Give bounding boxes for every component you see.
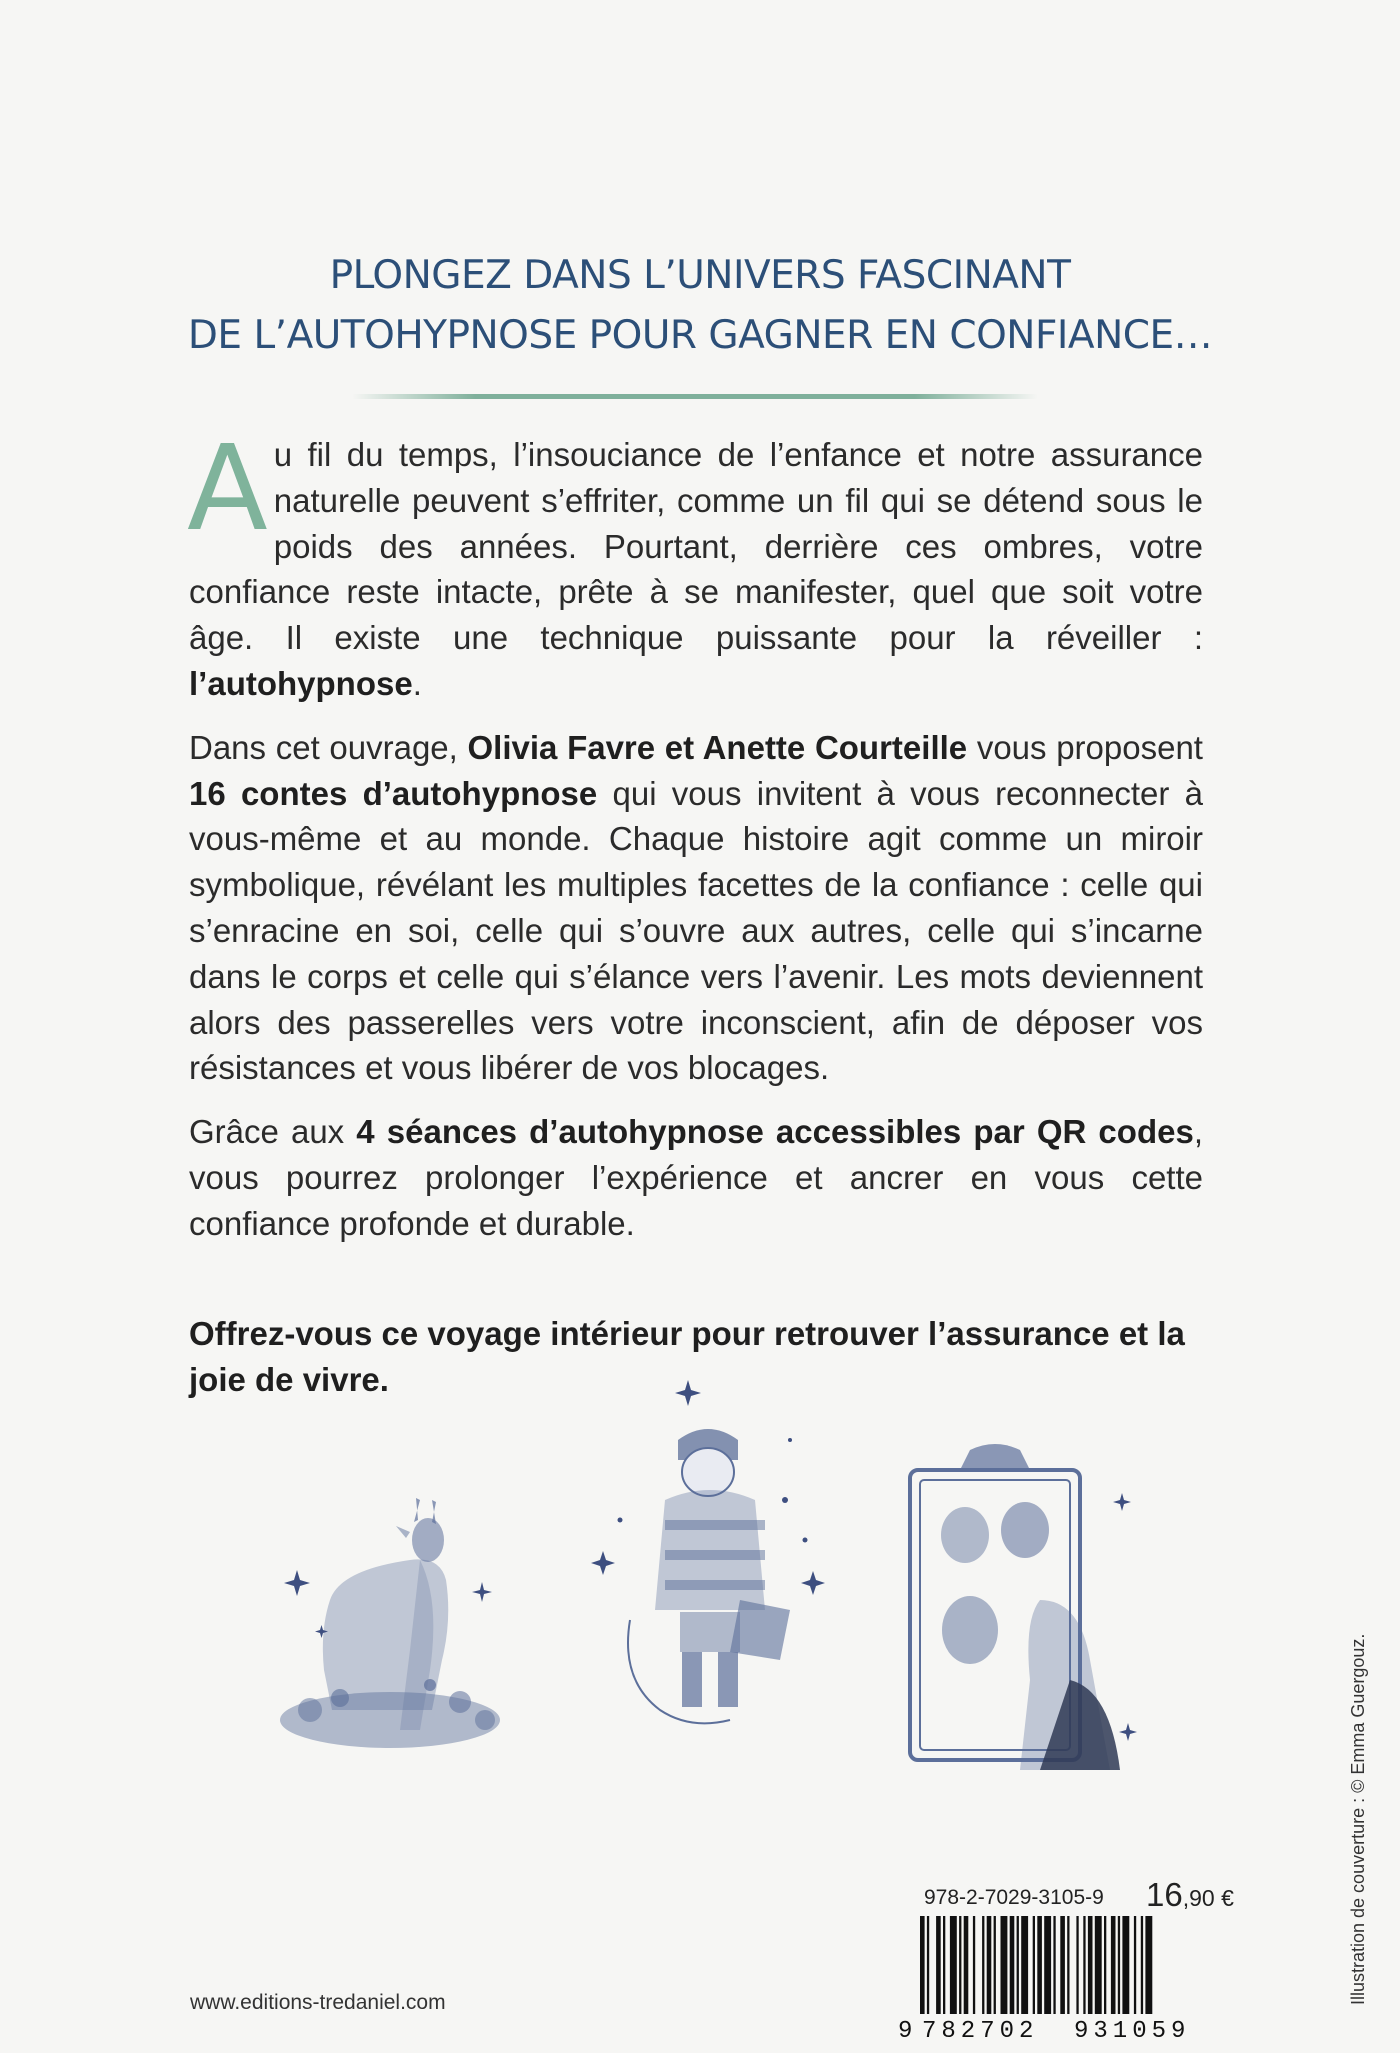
deer-illustration <box>270 1470 510 1750</box>
barcode-bar <box>1001 1916 1008 2014</box>
intro-highlight: l’autohypnose <box>189 664 413 702</box>
credit-text: Illustration de couverture : © Emma Guergouz. <box>1348 1633 1368 2005</box>
mirror-illustration <box>890 1440 1140 1770</box>
authors-text-3: qui vous invitent à vous reconnecter à vous-même et au monde. Chaque histoire agit comme un miroir symbolique, révélant les multiples facettes de la confiance : celle qui s’enracine en soi, celle qui s’ouvre aux autres, celle qui s’incarne dans le corps et celle qui s’élance vers l’avenir. Les mots deviennent alors des passerelles vers votre inconscient, afin de déposer vos résistances et vous libérer de vos blocages. <box>189 774 1203 1087</box>
barcode-bar <box>943 1916 945 2014</box>
barcode-bar <box>973 1916 975 2014</box>
barcode-bar <box>987 1916 992 2014</box>
barcode-bar <box>1095 1916 1102 2014</box>
barcode-bar <box>1010 1916 1015 2014</box>
barcode-bar <box>936 1916 941 2014</box>
barcode-bar <box>1141 1916 1143 2014</box>
barcode-bar <box>1088 1916 1093 2014</box>
isbn-number: 978-2-7029-3105-9 <box>924 1886 1104 1909</box>
seances-text-1: Grâce aux <box>189 1113 357 1151</box>
barcode-bars <box>920 1916 1152 2014</box>
closing-sentence: Offrez-vous ce voyage intérieur pour retrouver l’assurance et la joie de vivre. <box>189 1315 1185 1398</box>
price-integer: 16 <box>1146 1876 1183 1913</box>
paragraph-authors <box>189 725 1203 1091</box>
barcode-bar <box>1134 1916 1136 2014</box>
barcode-digits-group-1: 782702 <box>922 2018 1039 2041</box>
barcode-bar <box>994 1916 996 2014</box>
barcode-bar <box>1104 1916 1106 2014</box>
barcode-bar <box>1053 1916 1055 2014</box>
decorative-divider <box>352 394 1038 399</box>
intro-text: u fil du temps, l’insouciance de l’enfance et notre assurance naturelle peuvent s’effriter, comme un fil qui se détend sous le poids des années. Pourtant, derrière ces ombres, votre confiance reste intacte, prête à se manifester, quel que soit votre âge. Il existe une technique puissante pour la réveiller : <box>189 436 1203 657</box>
seances-highlight: 4 séances d’autohypnose accessibles par QR codes <box>356 1113 1194 1151</box>
authors-text-1: Dans cet ouvrage, <box>189 728 468 766</box>
intro-end: . <box>412 664 422 702</box>
barcode-bar <box>1037 1916 1042 2014</box>
barcode-bar <box>1111 1916 1116 2014</box>
barcode-bar <box>1060 1916 1065 2014</box>
paragraph-intro <box>187 419 1203 707</box>
authors-text-2: vous proposent <box>967 728 1203 766</box>
headline-line-1: PLONGEZ DANS L’UNIVERS FASCINANT <box>329 253 1071 298</box>
paragraph-seances <box>189 1109 1203 1246</box>
barcode-bar <box>982 1916 984 2014</box>
contes-count: 16 contes d’autohypnose <box>189 774 598 812</box>
barcode-bar <box>1076 1916 1078 2014</box>
barcode-bar <box>1145 1916 1152 2014</box>
barcode-bar <box>1083 1916 1085 2014</box>
barcode-bar <box>950 1916 957 2014</box>
cover-illustration-credit <box>1348 1505 1366 2005</box>
barcode <box>898 1916 1233 2041</box>
barcode-digit-first: 9 <box>898 2018 913 2041</box>
drop-cap: A <box>187 419 268 557</box>
price-decimal: ,90 € <box>1182 1885 1234 1911</box>
barcode-bar <box>964 1916 969 2014</box>
barcode-bar <box>1122 1916 1129 2014</box>
barcode-bar <box>1044 1916 1051 2014</box>
barcode-digits-group-2: 931059 <box>1074 2018 1191 2041</box>
barcode-bar <box>1017 1916 1019 2014</box>
authors-names: Olivia Favre et Anette Courteille <box>467 728 968 766</box>
price <box>1146 1876 1234 1914</box>
barcode-bar <box>959 1916 961 2014</box>
blurb-body <box>187 419 1203 1265</box>
barcode-bar <box>1033 1916 1035 2014</box>
headline-line-2: DE L’AUTOHYPNOSE POUR GAGNER EN CONFIANCE… <box>187 313 1213 358</box>
barcode-bar <box>1021 1916 1028 2014</box>
seances-text-2: , vous pourrez prolonger l’expérience et ancrer en vous cette confiance profonde et durable. <box>189 1113 1203 1242</box>
barcode-bar <box>927 1916 929 2014</box>
barcode-bar <box>1118 1916 1120 2014</box>
barcode-bar <box>1067 1916 1069 2014</box>
publisher-website: www.editions-tredaniel.com <box>190 1991 446 2014</box>
back-cover-headline <box>0 246 1400 366</box>
child-illustration <box>570 1380 840 1750</box>
barcode-bar <box>920 1916 925 2014</box>
